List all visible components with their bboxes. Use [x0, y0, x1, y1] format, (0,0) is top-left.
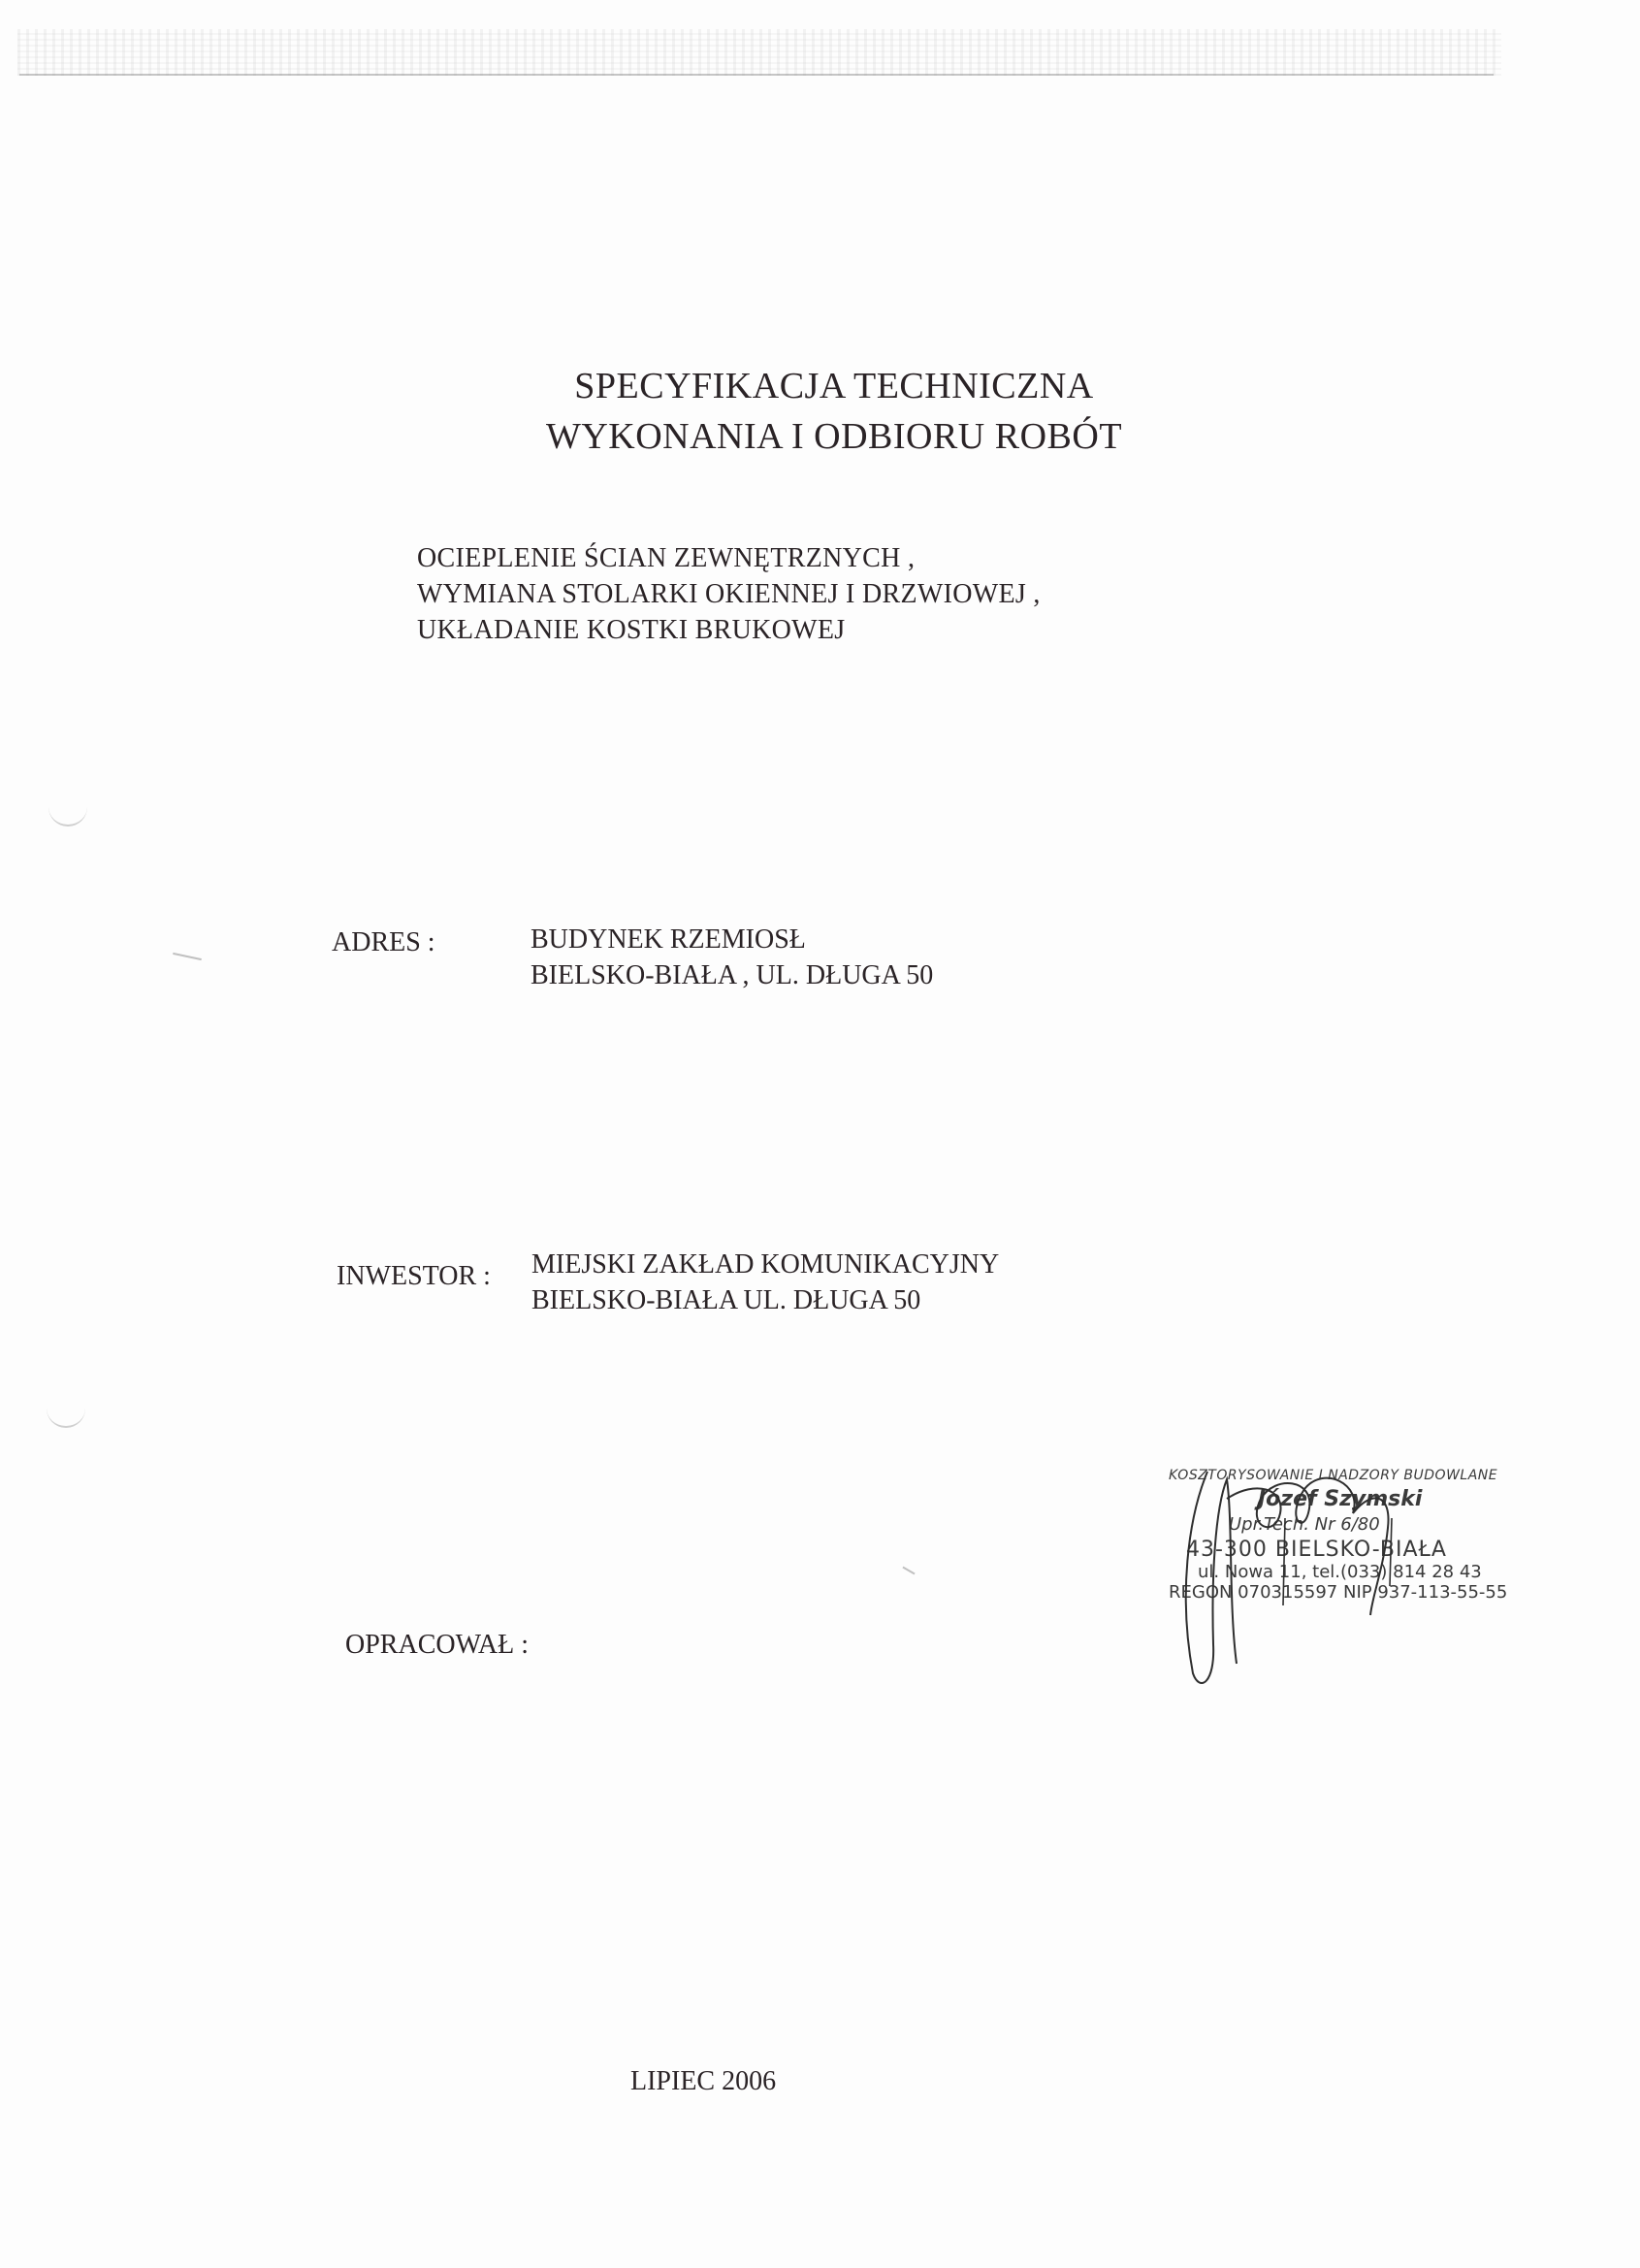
investor-line: BIELSKO-BIAŁA UL. DŁUGA 50: [531, 1285, 921, 1315]
stamp-line: 43-300 BIELSKO-BIAŁA: [1186, 1538, 1447, 1562]
stamp-line: Józef Szymski: [1258, 1487, 1423, 1511]
title-line: SPECYFIKACJA TECHNICZNA: [574, 366, 1094, 406]
scan-edge-line: [19, 74, 1494, 76]
scope-line: WYMIANA STOLARKI OKIENNEJ I DRZWIOWEJ ,: [417, 579, 1041, 609]
scope-of-works: [417, 540, 1290, 648]
address-label: ADRES :: [332, 927, 435, 957]
address-value: [531, 922, 933, 993]
stamp-line: ul. Nowa 11, tel.(033) 814 28 43: [1198, 1562, 1482, 1582]
stamp-line: REGON 070315597 NIP 937-113-55-55: [1169, 1582, 1508, 1603]
scope-line: OCIEPLENIE ŚCIAN ZEWNĘTRZNYCH ,: [417, 543, 916, 573]
address-line: BIELSKO-BIAŁA , UL. DŁUGA 50: [531, 960, 934, 990]
punch-hole-mark: [48, 807, 87, 826]
investor-value: [531, 1247, 999, 1318]
scan-speck: [173, 953, 202, 960]
document-title: [466, 361, 1203, 462]
title-line: WYKONANIA I ODBIORU ROBÓT: [545, 416, 1123, 457]
stamp-line: Upr.Tech. Nr 6/80: [1229, 1514, 1380, 1535]
company-stamp: [1169, 1460, 1537, 1693]
stamp-line: KOSZTORYSOWANIE I NADZORY BUDOWLANE: [1169, 1468, 1498, 1483]
punch-hole-mark: [47, 1409, 85, 1428]
scan-speck: [902, 1567, 915, 1575]
prepared-by-label: OPRACOWAŁ :: [345, 1630, 530, 1660]
investor-label: INWESTOR :: [337, 1261, 491, 1291]
address-line: BUDYNEK RZEMIOSŁ: [531, 924, 806, 955]
document-date: LIPIEC 2006: [630, 2066, 777, 2096]
scan-edge-noise: [17, 29, 1501, 76]
investor-line: MIEJSKI ZAKŁAD KOMUNIKACYJNY: [531, 1249, 1000, 1280]
scope-line: UKŁADANIE KOSTKI BRUKOWEJ: [417, 615, 846, 645]
handwritten-signature: [1169, 1460, 1537, 1693]
